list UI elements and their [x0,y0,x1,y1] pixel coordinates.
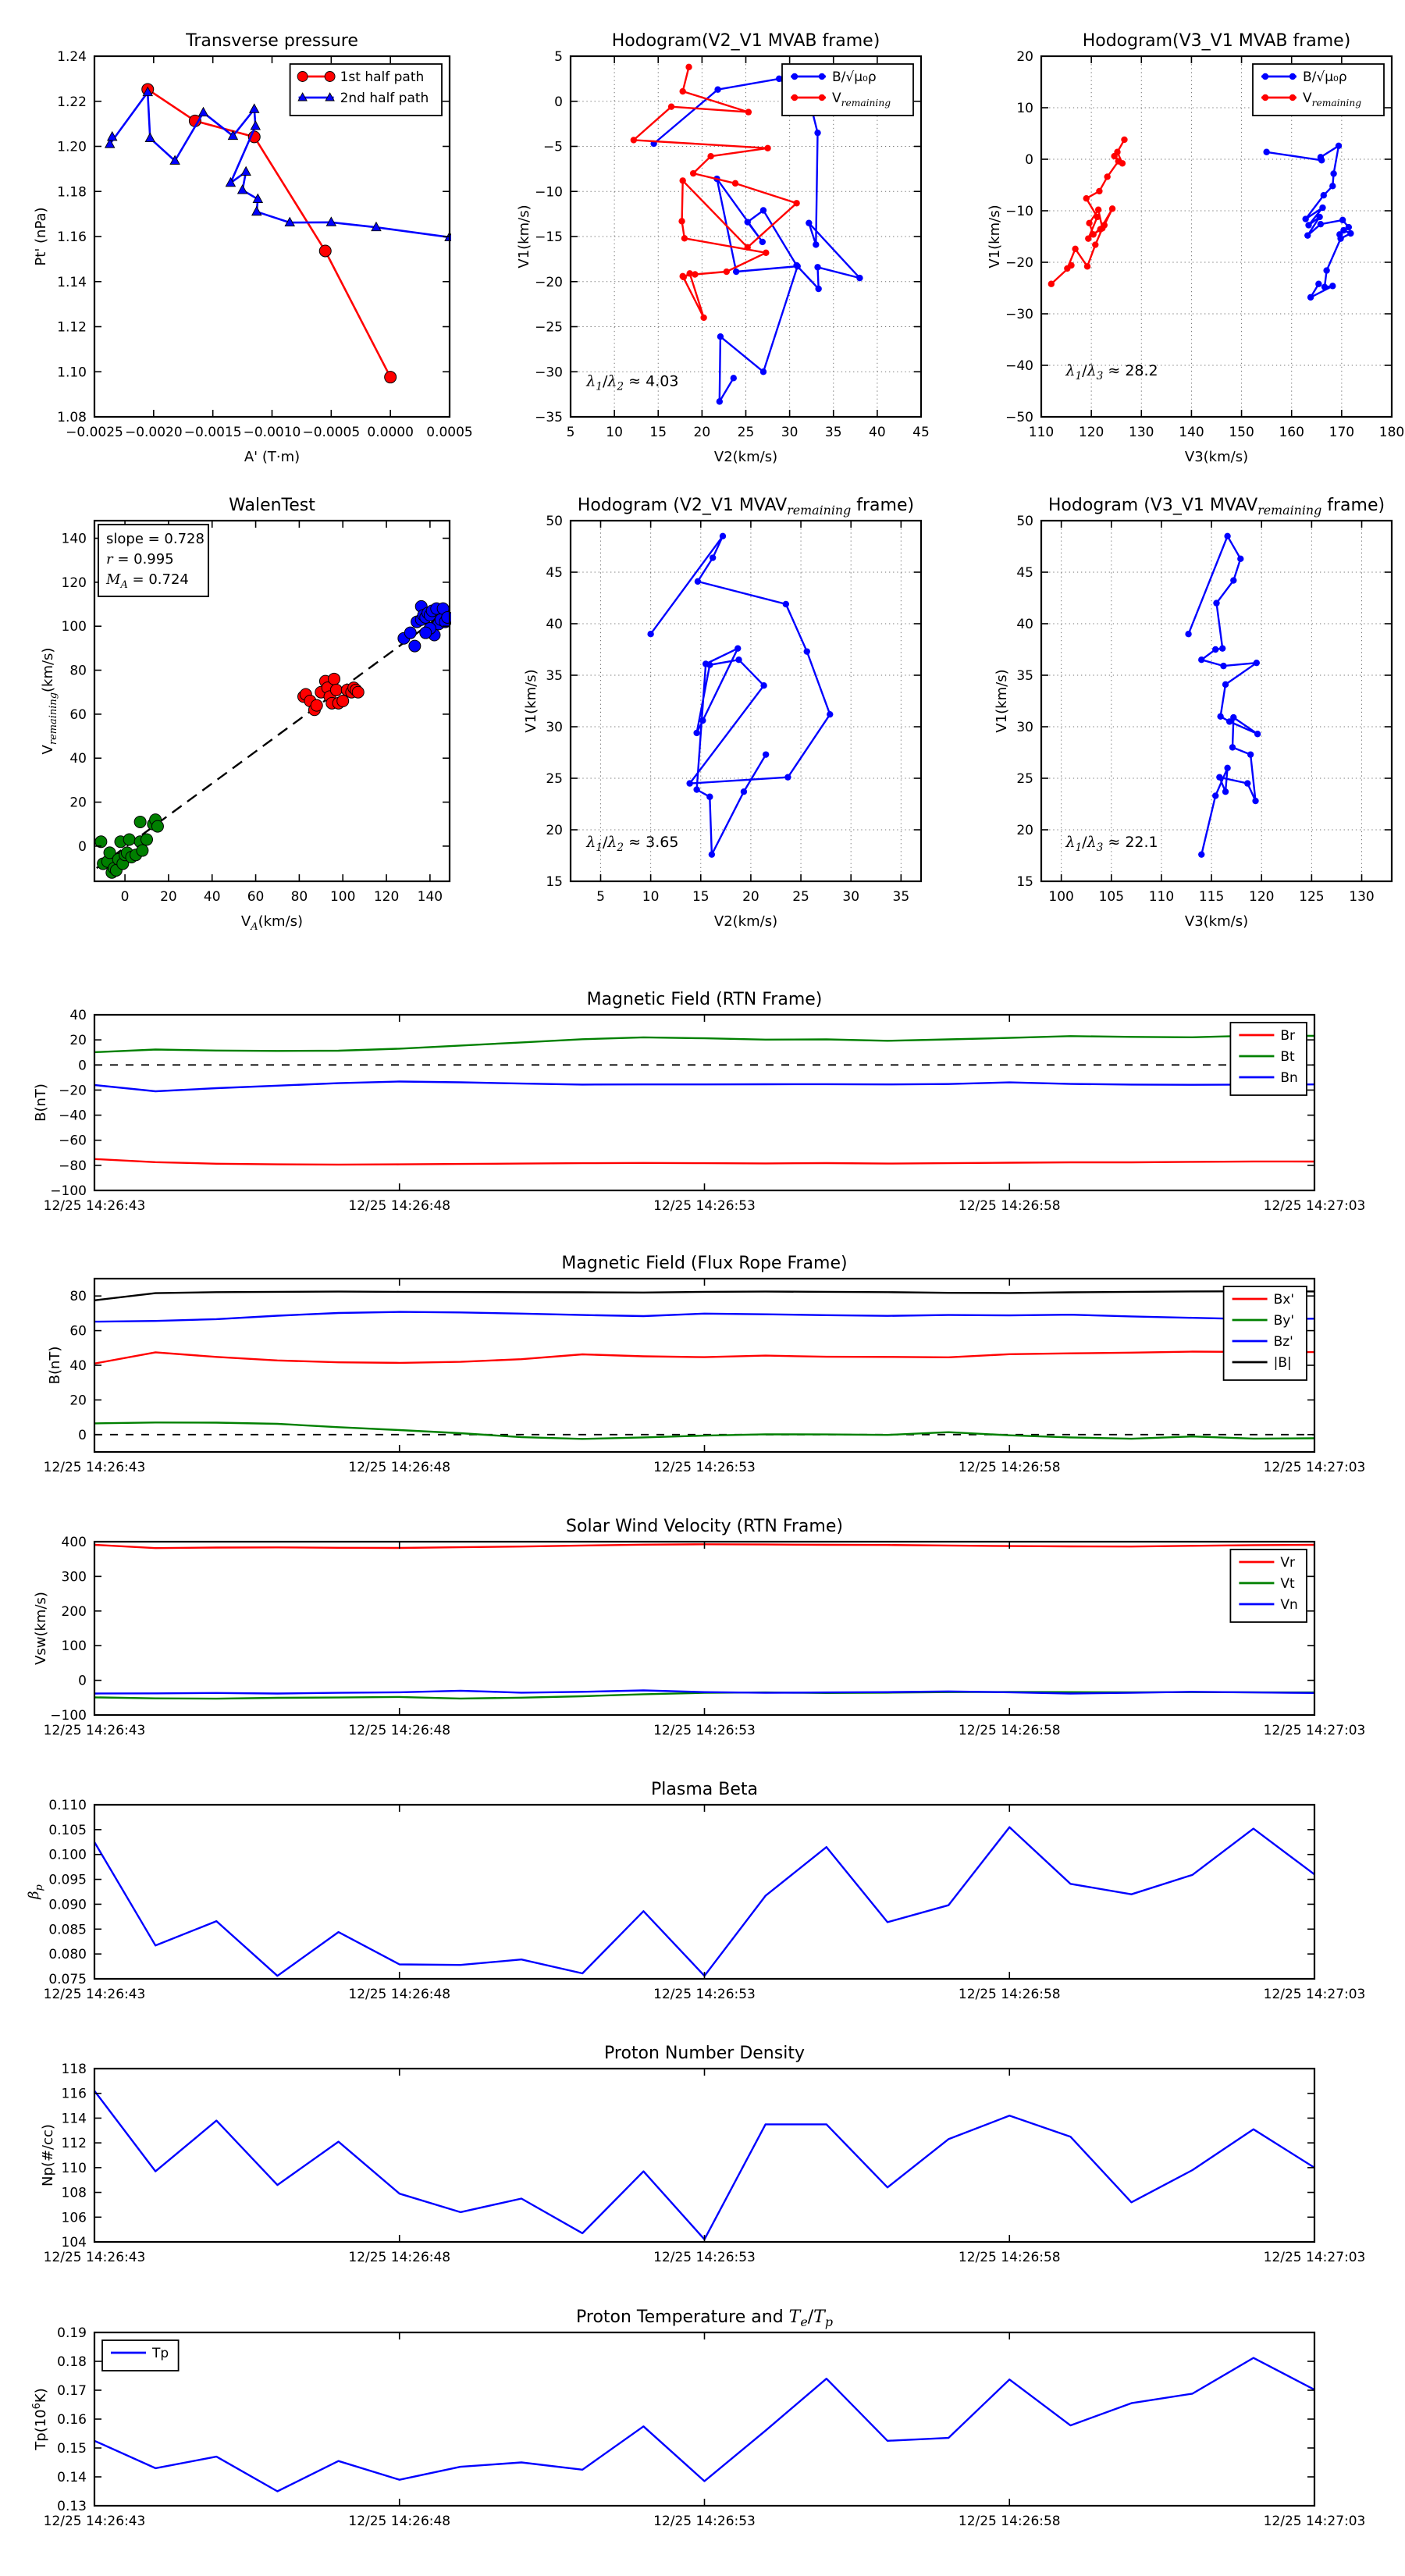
y-axis-label: Pt' (nPa) [33,207,49,266]
svg-text:10: 10 [606,425,623,440]
svg-text:15: 15 [546,874,563,890]
panel-hodogram-v3v1-mvav [994,496,1392,930]
svg-text:30: 30 [546,720,563,735]
y-axis-label: Vsw(km/s) [33,1592,49,1665]
svg-text:80: 80 [69,663,87,679]
panel-title: Hodogram(V3_V1 MVAB frame) [1082,31,1351,51]
series-group [647,533,833,858]
lambda-ratio-annotation: $\lambda_1/\lambda_2 \approx 4.03$ [586,372,679,393]
svg-text:−0.0010: −0.0010 [243,425,301,440]
svg-text:100: 100 [329,889,356,905]
svg-text:12/25 14:26:48: 12/25 14:26:48 [348,1723,451,1738]
svg-text:140: 140 [61,531,87,547]
svg-text:0.105: 0.105 [48,1822,87,1838]
panel-title: Hodogram(V2_V1 MVAB frame) [611,31,880,51]
svg-text:20: 20 [1016,49,1033,65]
svg-text:40: 40 [69,751,87,767]
svg-text:120: 120 [61,575,87,591]
svg-text:0: 0 [78,1673,87,1689]
svg-text:0.18: 0.18 [57,2354,87,2370]
svg-text:50: 50 [1016,514,1033,529]
svg-text:12/25 14:26:58: 12/25 14:26:58 [958,2250,1061,2265]
svg-text:0.100: 0.100 [48,1847,87,1863]
svg-text:0.14: 0.14 [57,2470,87,2485]
legend [1230,1550,1307,1622]
svg-text:110: 110 [61,2160,87,2176]
svg-text:1.22: 1.22 [57,94,87,110]
svg-text:40: 40 [69,1358,87,1374]
svg-text:40: 40 [1016,617,1033,632]
svg-text:118: 118 [61,2062,87,2077]
svg-text:−30: −30 [535,365,563,381]
svg-text:12/25 14:26:48: 12/25 14:26:48 [348,1198,451,1214]
svg-text:0.13: 0.13 [57,2499,87,2514]
svg-text:20: 20 [546,823,563,838]
beta-p-line [94,1827,1314,1976]
y-axis-label: $V_{remaining}(km/s)$ [40,647,59,755]
svg-text:1.10: 1.10 [57,365,87,381]
svg-text:MA = 0.724: $M_A = 0.724$ [106,571,189,591]
y-axis-label: V1(km/s) [994,669,1010,733]
legend [1230,1023,1307,1095]
svg-text:110: 110 [1028,425,1055,440]
y-axis-label: V1(km/s) [987,205,1003,269]
svg-text:0: 0 [1025,152,1033,168]
panel-title: Magnetic Field (Flux Rope Frame) [561,1254,848,1273]
svg-text:20: 20 [742,889,759,905]
axes [94,2069,1314,2242]
svg-text:25: 25 [792,889,809,905]
svg-text:12/25 14:26:53: 12/25 14:26:53 [653,1987,756,2002]
svg-text:12/25 14:26:58: 12/25 14:26:58 [958,1198,1061,1214]
y-axis-label: V1(km/s) [523,669,539,733]
x-axis-label: V3(km/s) [1184,449,1249,465]
svg-text:|B|: |B| [1273,1355,1292,1371]
panel-title: Magnetic Field (RTN Frame) [586,990,823,1009]
svg-text:Vn: Vn [1280,1597,1298,1613]
svg-text:−30: −30 [1005,307,1033,322]
svg-text:−0.0005: −0.0005 [302,425,361,440]
svg-text:180: 180 [1378,425,1405,440]
svg-text:1.14: 1.14 [57,274,87,290]
svg-text:104: 104 [61,2235,87,2250]
series-group [105,84,454,383]
svg-text:120: 120 [1078,425,1104,440]
svg-text:5: 5 [566,425,575,440]
axes [94,2332,1314,2506]
Np-line [94,2091,1314,2240]
svg-text:0: 0 [78,1058,87,1074]
svg-text:0.075: 0.075 [48,1972,87,1987]
y-axis-label: B(nT) [33,1083,49,1122]
svg-text:1.24: 1.24 [57,49,87,65]
panel-hodogram-v2v1-mvab [516,31,930,465]
panel-walen-test [40,496,454,933]
svg-text:0: 0 [78,838,87,855]
svg-text:Tp: Tp [152,2346,169,2361]
svg-text:−60: −60 [59,1133,87,1149]
first-half-path-markers [142,84,397,383]
svg-text:5: 5 [554,49,563,65]
svg-text:30: 30 [842,889,860,905]
svg-text:Br: Br [1280,1028,1296,1044]
svg-text:12/25 14:26:43: 12/25 14:26:43 [43,1987,146,2002]
svg-text:−15: −15 [535,229,563,245]
svg-text:0.0000: 0.0000 [367,425,414,440]
svg-text:20: 20 [69,795,87,811]
tick-labels [44,1535,1366,1738]
svg-text:0.085: 0.085 [48,1922,87,1938]
svg-text:12/25 14:26:58: 12/25 14:26:58 [958,1723,1061,1738]
y-axis-label: Np(#/cc) [40,2124,56,2186]
svg-text:0.090: 0.090 [48,1897,87,1913]
svg-text:0.17: 0.17 [57,2383,87,2399]
svg-text:20: 20 [69,1033,87,1049]
x-axis-label: A' (T·m) [244,449,301,465]
svg-text:12/25 14:26:43: 12/25 14:26:43 [43,2514,146,2529]
svg-text:−0.0025: −0.0025 [66,425,123,440]
svg-text:0.095: 0.095 [48,1872,87,1888]
legend [782,64,913,116]
v-remaining-hodogram-markers [647,533,833,858]
svg-text:−0.0015: −0.0015 [183,425,242,440]
svg-text:130: 130 [1349,889,1375,905]
series-group [94,1827,1314,1976]
svg-text:slope = 0.728: slope = 0.728 [106,531,205,547]
svg-text:40: 40 [203,889,221,905]
svg-text:−20: −20 [1005,255,1033,271]
svg-text:25: 25 [546,771,563,787]
svg-text:−20: −20 [535,274,563,290]
svg-text:−10: −10 [1005,204,1033,219]
tick-labels [44,2062,1366,2265]
svg-text:12/25 14:26:43: 12/25 14:26:43 [43,1723,146,1738]
y-axis-label: $\beta_p$ [26,1884,45,1899]
panel-transverse-pressure [33,31,473,465]
svg-text:0.15: 0.15 [57,2441,87,2457]
svg-text:12/25 14:26:53: 12/25 14:26:53 [653,2514,756,2529]
svg-text:1.16: 1.16 [57,229,87,245]
stats-box [98,525,208,596]
svg-text:60: 60 [69,1323,87,1340]
panel-proton-number-density [40,2044,1365,2265]
x-axis-label: V2(km/s) [713,449,778,465]
fit-line-line [97,611,447,869]
panel-title: Hodogram (V3_V1 $MVAV_{remaining}$ frame) [1048,496,1385,518]
svg-text:−50: −50 [1005,410,1033,425]
Bx-prime-line [94,1352,1314,1364]
svg-text:120: 120 [1249,889,1275,905]
svg-text:B/√μ₀ρ: B/√μ₀ρ [1303,69,1347,85]
svg-text:12/25 14:26:43: 12/25 14:26:43 [43,2250,146,2265]
grid [571,521,921,881]
grid [1041,521,1392,881]
svg-text:1.12: 1.12 [57,319,87,336]
svg-text:25: 25 [1016,771,1033,787]
svg-text:115: 115 [1198,889,1225,905]
svg-text:5: 5 [596,889,605,905]
svg-text:12/25 14:26:58: 12/25 14:26:58 [958,1460,1061,1475]
svg-text:1st half path: 1st half path [340,69,425,85]
panel-title: Proton Number Density [604,2044,805,2063]
svg-text:40: 40 [69,1008,87,1023]
svg-text:0: 0 [78,1427,87,1443]
svg-text:Bx': Bx' [1273,1292,1295,1308]
svg-text:100: 100 [61,1638,87,1655]
svg-text:130: 130 [1129,425,1154,440]
series-group [1048,137,1354,301]
tick-labels [44,2325,1366,2529]
svg-text:Bz': Bz' [1273,1334,1293,1350]
svg-text:30: 30 [1016,720,1033,735]
series-group [94,1291,1314,1439]
axes [571,521,921,881]
svg-text:120: 120 [373,889,400,905]
svg-text:0.110: 0.110 [48,1798,87,1813]
b-over-sqrt-mu0-rho-line [1267,146,1351,297]
svg-text:−10: −10 [535,184,563,201]
svg-text:110: 110 [1148,889,1175,905]
svg-text:12/25 14:26:58: 12/25 14:26:58 [958,2514,1061,2529]
svg-text:12/25 14:26:53: 12/25 14:26:53 [653,1198,756,1214]
svg-text:0.0005: 0.0005 [426,425,473,440]
b-over-sqrt-mu0-rho-markers [1263,143,1353,301]
svg-text:12/25 14:27:03: 12/25 14:27:03 [1263,1460,1366,1475]
svg-text:12/25 14:27:03: 12/25 14:27:03 [1263,2250,1366,2265]
svg-text:200: 200 [61,1603,87,1620]
panel-plasma-beta [26,1780,1365,2002]
svg-text:12/25 14:26:53: 12/25 14:26:53 [653,1723,756,1738]
svg-text:12/25 14:26:58: 12/25 14:26:58 [958,1987,1061,2002]
svg-text:By': By' [1273,1313,1295,1329]
svg-text:150: 150 [1229,425,1254,440]
lambda-ratio-annotation: $\lambda_1/\lambda_3 \approx 22.1$ [1065,834,1158,855]
svg-text:100: 100 [1048,889,1074,905]
svg-text:0.16: 0.16 [57,2412,87,2428]
axes [94,1279,1314,1452]
svg-text:45: 45 [546,565,563,581]
svg-text:60: 60 [69,706,87,723]
axes [94,1542,1314,1715]
panel-proton-temperature [31,2307,1365,2529]
svg-text:12/25 14:26:53: 12/25 14:26:53 [653,1460,756,1475]
svg-text:40: 40 [546,617,563,632]
first-half-path-line [148,89,390,377]
svg-text:50: 50 [546,514,563,529]
Bt-line [94,1036,1314,1052]
panel-solar-wind-velocity [33,1517,1365,1738]
svg-text:−5: −5 [542,139,563,155]
svg-text:0: 0 [554,94,563,110]
lambda-ratio-annotation: $\lambda_1/\lambda_2 \approx 3.65$ [586,834,679,855]
svg-text:140: 140 [1179,425,1204,440]
svg-text:0.080: 0.080 [48,1947,87,1963]
legend [1253,64,1384,116]
svg-text:Vremaining: $V_{remaining}$ [832,91,891,109]
svg-text:12/25 14:26:48: 12/25 14:26:48 [348,1460,451,1475]
svg-text:160: 160 [1279,425,1304,440]
panel-title: WalenTest [229,496,315,515]
svg-text:12/25 14:26:48: 12/25 14:26:48 [348,2250,451,2265]
svg-text:−100: −100 [50,1183,87,1199]
series-group [94,2358,1314,2492]
svg-text:300: 300 [61,1569,87,1585]
svg-text:B/√μ₀ρ: B/√μ₀ρ [832,69,877,85]
series-group [94,1036,1314,1165]
svg-text:12/25 14:26:53: 12/25 14:26:53 [653,2250,756,2265]
svg-text:0.19: 0.19 [57,2325,87,2341]
svg-text:0: 0 [120,889,130,905]
svg-text:10: 10 [642,889,660,905]
svg-text:30: 30 [781,425,799,440]
svg-text:−35: −35 [535,410,563,425]
svg-text:12/25 14:27:03: 12/25 14:27:03 [1263,1987,1366,2002]
panel-title: Solar Wind Velocity (RTN Frame) [566,1517,843,1536]
svg-text:35: 35 [1016,668,1033,684]
svg-text:105: 105 [1098,889,1125,905]
svg-text:35: 35 [824,425,842,440]
svg-text:106: 106 [61,2210,87,2226]
svg-text:−0.0020: −0.0020 [124,425,183,440]
x-axis-label: $V_A(km/s)$ [240,913,304,933]
legend [102,2340,179,2371]
tick-labels [44,1798,1366,2002]
svg-text:170: 170 [1329,425,1355,440]
svg-text:15: 15 [649,425,667,440]
svg-text:20: 20 [693,425,711,440]
svg-text:100: 100 [61,619,87,635]
svg-text:35: 35 [892,889,910,905]
series-group [94,2091,1314,2240]
y-axis-label: $Tp(10^6K)$ [31,2388,49,2450]
svg-text:40: 40 [869,425,886,440]
svg-text:12/25 14:26:48: 12/25 14:26:48 [348,2514,451,2529]
cluster-inbound-markers [95,814,164,879]
B-magnitude-line [94,1291,1314,1300]
svg-text:Vt: Vt [1280,1576,1295,1592]
svg-text:140: 140 [417,889,443,905]
lambda-ratio-annotation: $\lambda_1/\lambda_3 \approx 28.2$ [1065,361,1158,382]
svg-text:60: 60 [247,889,265,905]
x-axis-label: V2(km/s) [713,913,778,930]
svg-text:45: 45 [912,425,930,440]
panel-title: Hodogram (V2_V1 $MVAV_{remaining}$ frame) [577,496,915,518]
svg-text:114: 114 [61,2111,87,2127]
Bz-prime-line [94,1312,1314,1322]
svg-text:15: 15 [1016,874,1033,890]
panel-magnetic-field-rtn [33,990,1365,1214]
svg-text:12/25 14:27:03: 12/25 14:27:03 [1263,1723,1366,1738]
series-group [94,1544,1314,1699]
svg-text:Bt: Bt [1280,1049,1295,1065]
By-prime-line [94,1422,1314,1439]
legend [1224,1286,1307,1380]
legend [290,64,442,116]
series-group [1185,533,1261,858]
x-axis-label: V3(km/s) [1184,913,1249,930]
svg-text:1.20: 1.20 [57,139,87,155]
svg-text:12/25 14:27:03: 12/25 14:27:03 [1263,1198,1366,1214]
svg-text:35: 35 [546,668,563,684]
v-remaining-markers [1048,137,1128,287]
svg-text:12/25 14:26:43: 12/25 14:26:43 [43,1460,146,1475]
svg-text:108: 108 [61,2185,87,2201]
svg-text:116: 116 [61,2086,87,2102]
Bn-line [94,1082,1314,1092]
axes [94,1805,1314,1979]
panel-hodogram-v2v1-mvav [523,496,921,930]
svg-text:80: 80 [69,1289,87,1305]
series-group [95,600,454,878]
svg-text:−40: −40 [1005,358,1033,374]
svg-text:Vr: Vr [1280,1555,1296,1571]
svg-text:−40: −40 [59,1108,87,1124]
svg-text:20: 20 [69,1393,87,1409]
panel-title: Plasma Beta [651,1780,758,1799]
panel-hodogram-v3v1-mvab [987,31,1404,465]
panel-magnetic-field-flux-rope [44,1254,1366,1475]
axes [1041,521,1392,881]
svg-text:12/25 14:27:03: 12/25 14:27:03 [1263,2514,1366,2529]
panel-title: Proton Temperature and $T_e/T_p$ [576,2307,833,2329]
svg-text:125: 125 [1299,889,1325,905]
svg-text:80: 80 [290,889,308,905]
svg-text:1.08: 1.08 [57,410,87,425]
svg-text:r = 0.995: r = 0.995 [106,551,174,568]
svg-text:400: 400 [61,1535,87,1550]
y-axis-label: B(nT) [47,1346,63,1385]
panel-title: Transverse pressure [186,31,358,51]
svg-text:−100: −100 [50,1708,87,1724]
svg-text:Bn: Bn [1280,1070,1298,1086]
svg-text:20: 20 [160,889,177,905]
Tp-line [94,2358,1314,2492]
svg-text:25: 25 [737,425,755,440]
svg-text:−80: −80 [59,1158,87,1174]
svg-text:−20: −20 [59,1083,87,1099]
svg-text:1.18: 1.18 [57,184,87,201]
v-remaining-hodogram-line [1189,536,1258,855]
svg-text:112: 112 [61,2136,87,2152]
svg-text:12/25 14:26:43: 12/25 14:26:43 [43,1198,146,1214]
svg-text:15: 15 [692,889,710,905]
svg-text:20: 20 [1016,823,1033,838]
svg-text:10: 10 [1016,101,1033,116]
svg-text:Vremaining: $V_{remaining}$ [1303,91,1362,109]
y-axis-label: V1(km/s) [516,205,532,269]
svg-text:12/25 14:26:48: 12/25 14:26:48 [348,1987,451,2002]
svg-text:2nd half path: 2nd half path [340,91,429,106]
svg-text:−25: −25 [535,319,563,336]
Br-line [94,1159,1314,1165]
v-remaining-hodogram-line [651,536,831,855]
Vn-line [94,1691,1314,1694]
svg-text:45: 45 [1016,565,1033,581]
